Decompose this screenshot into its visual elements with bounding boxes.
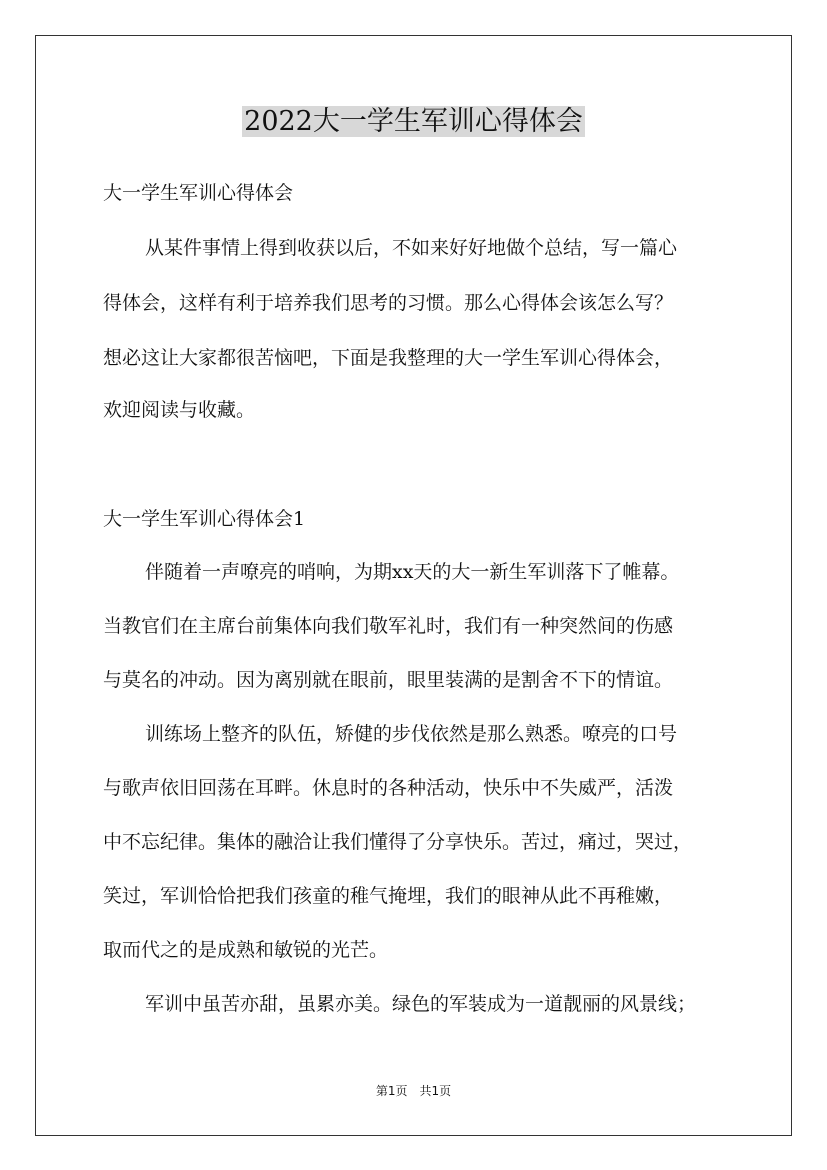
page-total: 共1页 [419, 1084, 452, 1098]
section1-line: 与歌声依旧回荡在耳畔。休息时的各种活动，快乐中不失威严，活泼 [103, 777, 674, 799]
section1-heading: 大一学生军训心得体会1 [103, 508, 306, 530]
section1-line: 取而代之的是成熟和敏锐的光芒。 [103, 939, 389, 961]
section1-line: 训练场上整齐的队伍，矫健的步伐依然是那么熟悉。嘹亮的口号 [145, 723, 678, 745]
section1-line: 与莫名的冲动。因为离别就在眼前，眼里装满的是割舍不下的情谊。 [103, 669, 674, 691]
intro-heading: 大一学生军训心得体会 [103, 182, 294, 204]
page-footer [0, 1082, 827, 1100]
page-number: 第1页 [375, 1084, 408, 1098]
section1-line: 笑过，军训恰恰把我们孩童的稚气掩埋，我们的眼神从此不再稚嫩， [103, 885, 674, 907]
intro-line: 想必这让大家都很苦恼吧，下面是我整理的大一学生军训心得体会， [103, 347, 674, 369]
intro-line: 欢迎阅读与收藏。 [103, 399, 256, 421]
document-title-text: 2022大一学生军训心得体会 [244, 106, 583, 137]
section1-line: 伴随着一声嘹亮的哨响，为期xx天的大一新生军训落下了帷幕。 [145, 561, 680, 583]
intro-line: 得体会，这样有利于培养我们思考的习惯。那么心得体会该怎么写？ [103, 292, 674, 314]
section1-line: 中不忘纪律。集体的融洽让我们懂得了分享快乐。苦过，痛过，哭过， [103, 831, 693, 853]
intro-line: 从某件事情上得到收获以后，不如来好好地做个总结，写一篇心 [145, 237, 678, 259]
section1-line: 当教官们在主席台前集体向我们敬军礼时，我们有一种突然间的伤感 [103, 615, 674, 637]
section1-line: 军训中虽苦亦甜，虽累亦美。绿色的军装成为一道靓丽的风景线； [145, 993, 697, 1015]
document-title [0, 102, 827, 142]
